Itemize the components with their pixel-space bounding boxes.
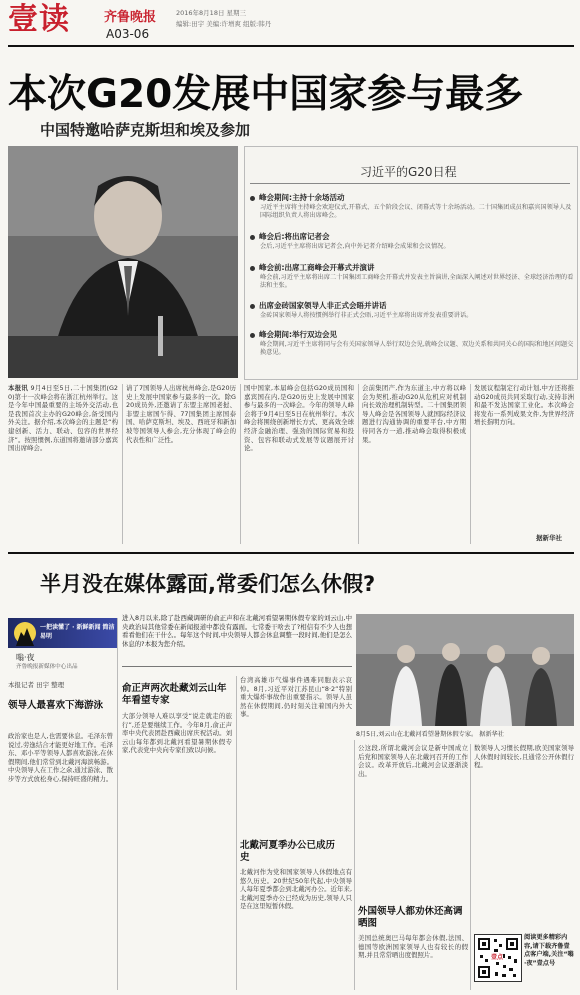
schedule-item <box>250 192 575 220</box>
lead-subhead: 中国特邀哈萨克斯坦和埃及参加 <box>40 121 251 139</box>
schedule-title-rule <box>250 183 570 184</box>
staff-line: 编辑:田宇 美编:许增爽 组版:韩丹 <box>176 20 272 28</box>
event-photo-illustration <box>356 614 574 726</box>
sub-heading: 领导人最喜欢下海游泳 <box>8 700 104 711</box>
column-rule <box>470 744 471 990</box>
lead-body-1: 9月4日至5日,二十国集团(G20)第十一次峰会将在浙江杭州举行。这是今年中国最重要的主场外交活动,也是我国首次主办的G20峰会,备受国内外关注。据介绍,本次峰会的主题是“构建创新、活力、联动、包容的世界经济”。按照惯例,东道国将邀请部分嘉宾国出席峰会。 <box>8 384 118 453</box>
leader-photo <box>8 146 238 378</box>
body-text: 公这段,所谓北戴河会议是新中国成立后党和国家领导人在北戴河召开的工作会议。改革开放后,北戴河会议逐渐淡出。 <box>358 744 468 778</box>
column-logo-text: 一把读懂了 · 新鲜新闻 简洁易明 <box>40 624 115 640</box>
column-rule <box>117 618 118 990</box>
schedule-item-title: 峰会期间:举行双边会见 <box>259 330 337 339</box>
schedule-item-body: 会后,习近平主席将出席记者会,向中外记者介绍峰会成果和会议情况。 <box>260 243 450 250</box>
masthead-rule <box>8 45 574 47</box>
schedule-item <box>250 329 575 357</box>
lead-source: 据新华社 <box>536 534 562 542</box>
column-rule <box>354 740 355 990</box>
section-label: 壹读 <box>8 2 70 37</box>
schedule-item <box>250 300 575 320</box>
second-headline: 半月没在媒体露面,常委们怎么休假? <box>40 572 376 596</box>
column-name: 嗡·夜 <box>16 653 35 662</box>
schedule-item-title: 出席金砖国家领导人非正式会晤并讲话 <box>259 301 387 310</box>
bullet-icon <box>250 266 255 271</box>
sub-heading: 俞正声两次赴藏刘云山年年看望专家 <box>122 683 227 706</box>
schedule-item-body: 金砖国家领导人将按惯例举行非正式会晤,习近平主席将出席并发表重要讲话。 <box>260 312 473 319</box>
lead-column <box>8 384 118 544</box>
section-rule <box>8 552 574 554</box>
schedule-title: 习近平的G20日程 <box>360 165 457 179</box>
column-rule <box>470 384 471 544</box>
bullet-icon <box>250 196 255 201</box>
intro-box <box>122 614 352 667</box>
column-rule <box>358 384 359 544</box>
schedule-item-body: 峰会期间,习近平主席将同与会有关国家领导人举行双边会见,就峰会议题、双边关系和共同关心的国际和地区问题交换意见。 <box>260 341 574 357</box>
schedule-item-body: 习近平主席将主持峰会欢迎仪式,开幕式、五个阶段会议、闭幕式等十余场活动。二十国集团成员和嘉宾国领导人及国际组织负责人将出席峰会。 <box>260 204 572 220</box>
sub-heading: 北戴河夏季办公已成历史 <box>240 840 336 863</box>
page-code: A03-06 <box>106 27 150 41</box>
body-text: 大部分领导人难以享受“说走就走的旅行”,还是要继续工作。今年8月,俞正声率中央代表团赴西藏出席庆祝活动。刘云山每年都到北戴河看望暑期休假专家,代表党中央向专家们致以问候。 <box>122 712 232 755</box>
qr-code[interactable] <box>474 934 522 982</box>
body-text: 台湾高雄市气爆事件遇难同胞表示哀悼。8月,习近平对江苏昆山“8·2”特别重大爆炸事故作出重要指示。领导人虽然在休假期间,仍时刻关注着国内外大事。 <box>240 676 352 719</box>
event-photo <box>356 614 574 726</box>
column-logo <box>8 618 118 648</box>
lead-byline: 本报讯 <box>8 384 29 392</box>
date-line: 2016年8月18日 星期三 <box>176 9 247 17</box>
schedule-item-title: 峰会前:出席工商峰会开幕式并演讲 <box>259 263 375 272</box>
column-rule <box>240 384 241 544</box>
schedule-item-body: 峰会前,习近平主席将出席二十国集团工商峰会开幕式并发表主旨演讲,全面深入阐述对世界经济、全球经济治理的看法和主张。 <box>260 274 574 290</box>
body-text: 北戴河作为党和国家领导人休假地点有悠久历史。20世纪50年代起,中央领导人每年夏季都会到北戴河办公。近年来,北戴河夏季办公已经成为历史,领导人只是在这里短暂休假。 <box>240 868 352 911</box>
lead-body-4: 会前集团产,作为东道主,中方将以峰会为契机,推动G20从危机应对机制向长效治理机制转型。二十国集团领导人峰会是各国领导人就国际经济议题进行沟通协调的重要平台,中方期待同各方一道,推动峰会取得积极成果。 <box>362 384 466 444</box>
lead-body-2: 请了7国领导人出席杭州峰会,是G20历史上发展中国家参与最多的一次。除G20成员外,还邀请了东盟主席国老挝、非盟主席国乍得、77国集团主席国泰国、哈萨克斯坦、埃及、西班牙和新加坡等国领导人参会,充分体现了峰会的代表性和广泛性。 <box>126 384 236 444</box>
qr-text: 阅读更多精彩内容,请下载齐鲁壹点客户端,关注“嗡·夜”壹点号 <box>524 934 574 967</box>
column-source: 齐鲁晚报新媒体中心出品 <box>16 664 78 670</box>
schedule-item <box>250 262 575 290</box>
sub-heading: 外国领导人都劝休还高调晒图 <box>358 906 463 929</box>
schedule-item <box>250 231 575 251</box>
bullet-icon <box>250 304 255 309</box>
lead-body-5: 发展议程制定行动计划,中方还将推动G20成员共同采取行动,支持非洲和最不发达国家工业化。本次峰会将发布一系列成果文件,为世界经济增长指明方向。 <box>474 384 574 427</box>
column-rule <box>122 384 123 544</box>
bullet-icon <box>250 333 255 338</box>
wolf-icon <box>10 618 40 648</box>
body-text: 数领导人习惯长假期,欧美国家领导人休假时间较长,且通常公开休假行程。 <box>474 744 574 770</box>
qr-brand: 壹点 <box>491 954 504 961</box>
schedule-item-title: 峰会期间:主持十余场活动 <box>259 193 345 202</box>
column-rule <box>236 676 237 990</box>
photo-caption: 8月5日,刘云山在北戴河看望暑期休假专家。 据新华社 <box>356 731 504 738</box>
schedule-item-title: 峰会后:将出席记者会 <box>259 232 330 241</box>
body-text: 政治家也是人,也需要休息。毛泽东曾说过,劳逸结合才能更好地工作。毛泽东、邓小平等领导人都喜欢游泳,在休假期间,他们常常到北戴河海滨畅游。中央领导人在工作之余,通过游泳、散步等方式放松身心,保持旺盛的精力。 <box>8 732 113 783</box>
leader-photo-illustration <box>8 146 238 378</box>
intro-text: 进入8月以来,除了赴西藏调研的俞正声和在北戴河看望暑期休假专家的刘云山,中央政治局其他常委在新闻报道中都没有露面。七常委干啥去了?相信有不少人也想看看他们在干什么。每年这个时间,中央领导人都会休息调整一段时间,他们是怎么休息的?本报为您介绍。 <box>122 614 352 648</box>
body-text: 美国总统奥巴马每年都会休假,法国、德国等欧洲国家领导人也有较长的假期,并且常常晒出度假照片。 <box>358 934 468 960</box>
second-byline: 本报记者 田宇 整理 <box>8 681 65 689</box>
lead-body-3: 国中国家,本届峰会包括G20成员国和嘉宾国在内,是G20历史上发展中国家参与最多的一次峰会。今年的领导人峰会将于9月4日至5日在杭州举行。本次峰会将围绕创新增长方式、更高效全球经济金融治理、强劲的国际贸易和投资、包容和联动式发展等议题展开讨论。 <box>244 384 354 453</box>
lead-headline: 本次G20发展中国家参与最多 <box>8 72 524 117</box>
paper-logo: 齐鲁晚报 <box>104 10 157 25</box>
bullet-icon <box>250 235 255 240</box>
